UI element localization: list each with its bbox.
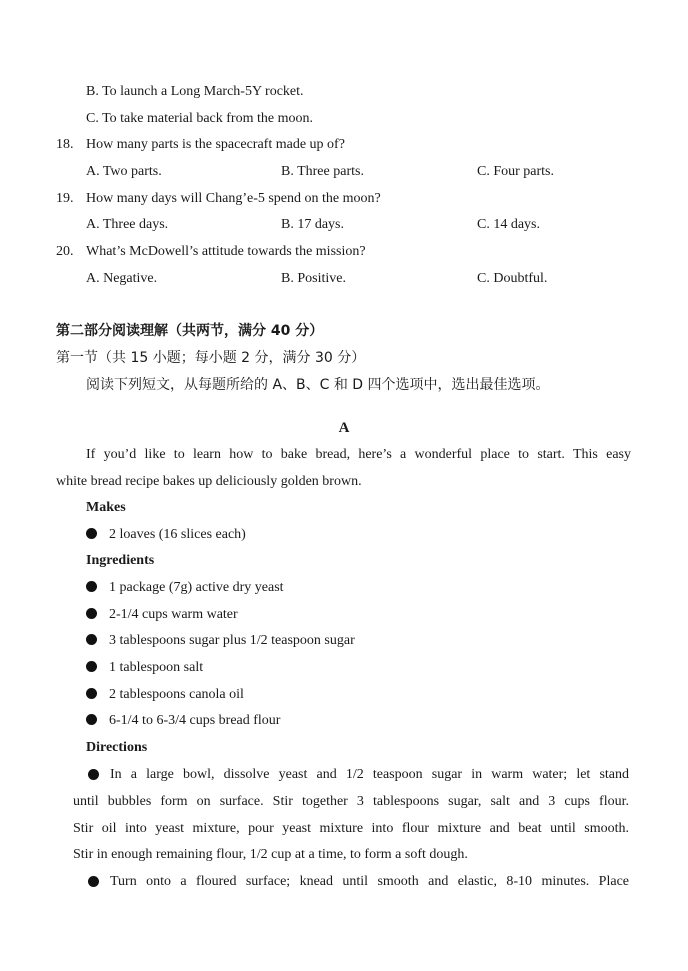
q20-option-b: B. Positive. (281, 271, 346, 286)
direction-step-1-line-4: Stir in enough remaining flour, 1/2 cup at a time, to form a soft dough. (73, 847, 468, 862)
passage-intro-line-1: If you’d like to learn how to bake bread, here’s a wonderful place to start. This easy (86, 447, 631, 462)
bullet-dot (88, 876, 99, 887)
bullet-dot (86, 688, 97, 699)
bullet-dot (88, 769, 99, 780)
bullet-dot (86, 714, 97, 725)
q19-number: 19. (56, 191, 74, 206)
passage-letter: A (338, 420, 350, 436)
q19-option-b: B. 17 days. (281, 217, 344, 232)
q18-number: 18. (56, 137, 74, 152)
bullet-dot (86, 581, 97, 592)
q18-option-c: C. Four parts. (477, 164, 554, 179)
q20-stem: What’s McDowell’s attitude towards the mission? (86, 244, 366, 259)
q19-stem: How many days will Chang’e-5 spend on the moon? (86, 191, 381, 206)
direction-step-1-line-3: Stir oil into yeast mixture, pour yeast mixture into flour mixture and beat until smooth. (73, 821, 629, 836)
q20-option-a: A. Negative. (86, 271, 158, 286)
ingredient-item: 2 tablespoons canola oil (86, 686, 244, 704)
ingredient-item: 2-1/4 cups warm water (86, 606, 238, 624)
direction-step-1-line-2: until bubbles form on surface. Stir together 3 tablespoons sugar, salt and 3 cups flour. (73, 794, 629, 809)
ingredient-item: 3 tablespoons sugar plus 1/2 teaspoon sugar (86, 632, 355, 650)
makes-item: 2 loaves (16 slices each) (86, 526, 246, 544)
q19-option-a: A. Three days. (86, 217, 169, 232)
bullet-dot (86, 608, 97, 619)
section-title: 第二部分阅读理解（共两节，满分 40 分） (56, 323, 324, 339)
makes-heading: Makes (86, 500, 126, 515)
passage-intro-line-2: white bread recipe bakes up deliciously golden brown. (56, 474, 362, 489)
ingredient-item: 1 package (7g) active dry yeast (86, 579, 284, 597)
q20-option-c: C. Doubtful. (477, 271, 548, 286)
direction-step-1-line-1: In a large bowl, dissolve yeast and 1/2 teaspoon sugar in warm water; let stand (110, 767, 629, 782)
directions-heading: Directions (86, 740, 148, 755)
bullet-dot (86, 528, 97, 539)
bullet-dot (86, 634, 97, 645)
ingredient-item: 1 tablespoon salt (86, 659, 203, 677)
q18-option-b: B. Three parts. (281, 164, 364, 179)
ingredients-heading: Ingredients (86, 553, 155, 568)
bullet-dot (86, 661, 97, 672)
q20-number: 20. (56, 244, 74, 259)
q19-option-c: C. 14 days. (477, 217, 540, 232)
q18-stem: How many parts is the spacecraft made up of? (86, 137, 345, 152)
section-instruction: 阅读下列短文，从每题所给的 A、B、C 和 D 四个选项中，选出最佳选项。 (86, 377, 550, 393)
q17-option-c: C. To take material back from the moon. (86, 111, 313, 126)
direction-step-2-line-1: Turn onto a floured surface; knead until smooth and elastic, 8-10 minutes. Place (110, 874, 629, 889)
q17-option-b: B. To launch a Long March-5Y rocket. (86, 84, 304, 99)
section-part-title: 第一节（共 15 小题；每小题 2 分，满分 30 分） (56, 350, 366, 366)
q18-option-a: A. Two parts. (86, 164, 162, 179)
ingredient-item: 6-1/4 to 6-3/4 cups bread flour (86, 712, 280, 730)
